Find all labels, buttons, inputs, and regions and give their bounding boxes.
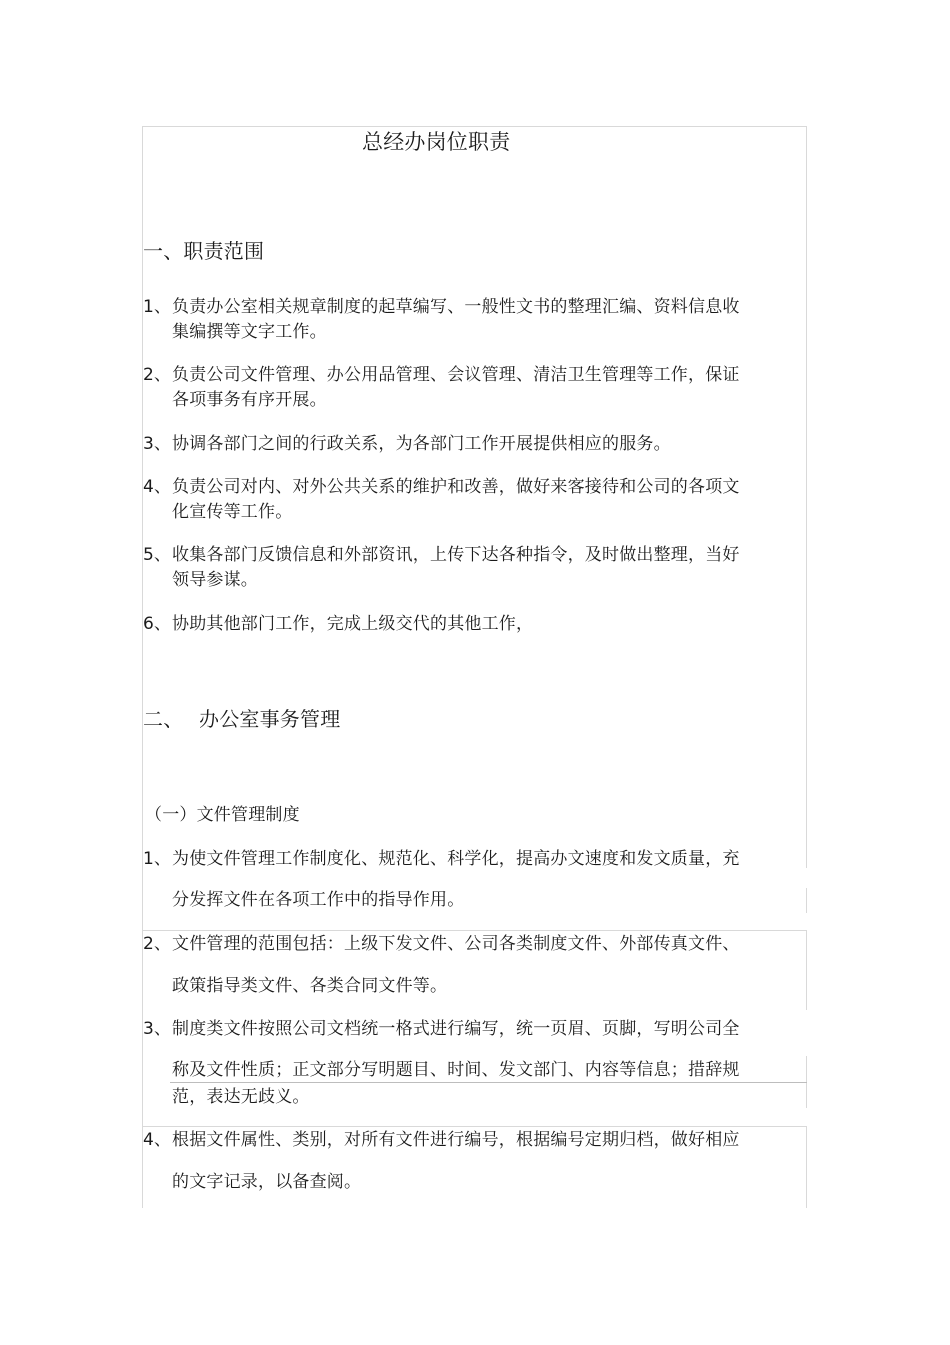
list-item-text-cont: 分发挥文件在各项工作中的指导作用。	[172, 890, 465, 910]
list-item-number: 1、	[143, 297, 172, 317]
frame-right-line-2	[806, 888, 807, 913]
frame-top-line	[142, 126, 807, 127]
frame-right-line-1	[806, 126, 807, 868]
list-item-number: 2、	[143, 365, 172, 385]
list-item-text: 制度类文件按照公司文档统一格式进行编写，统一页眉、页脚，写明公司全	[172, 1019, 740, 1039]
list-item-text-cont: 化宣传等工作。	[172, 502, 293, 522]
list-item-number: 3、	[143, 1019, 172, 1039]
frame-mid-line-3	[142, 1126, 807, 1127]
list-item-text: 负责公司对内、对外公共关系的维护和改善，做好来客接待和公司的各项文	[172, 477, 740, 497]
list-item-number: 6、	[143, 614, 172, 634]
list-item-text: 收集各部门反馈信息和外部资讯，上传下达各种指令，及时做出整理，当好	[172, 545, 740, 565]
frame-mid-line-1	[142, 930, 807, 931]
section-heading-scope: 一、职责范围	[143, 239, 265, 263]
frame-left-line	[142, 126, 143, 1208]
frame-right-line-5	[806, 1126, 807, 1208]
section-heading-number: 二、	[143, 707, 184, 731]
list-item-text-cont: 政策指导类文件、各类合同文件等。	[172, 976, 448, 996]
list-item-text-cont: 各项事务有序开展。	[172, 390, 327, 410]
list-item-text: 文件管理的范围包括：上级下发文件、公司各类制度文件、外部传真文件、	[172, 934, 740, 954]
list-item-text: 负责办公室相关规章制度的起草编写、一般性文书的整理汇编、资料信息收	[172, 297, 740, 317]
list-item-number: 2、	[143, 934, 172, 954]
list-item-number: 1、	[143, 849, 172, 869]
list-item-text-cont: 范，表达无歧义。	[172, 1087, 310, 1107]
list-item-text: 协调各部门之间的行政关系，为各部门工作开展提供相应的服务。	[172, 434, 671, 454]
list-item-number: 3、	[143, 434, 172, 454]
list-item-number: 4、	[143, 1130, 172, 1150]
list-item-text: 为使文件管理工作制度化、规范化、科学化，提高办文速度和发文质量，充	[172, 849, 740, 869]
list-item-text: 负责公司文件管理、办公用品管理、会议管理、清洁卫生管理等工作，保证	[172, 365, 740, 385]
list-item-text-cont: 集编撰等文字工作。	[172, 322, 327, 342]
list-item-number: 5、	[143, 545, 172, 565]
list-item-text: 根据文件属性、类别，对所有文件进行编号，根据编号定期归档，做好相应	[172, 1130, 740, 1150]
frame-right-line-3	[806, 930, 807, 1010]
list-item-text-cont: 的文字记录，以备查阅。	[172, 1172, 362, 1192]
list-item-text-cont: 领导参谋。	[172, 570, 258, 590]
frame-mid-line-2	[170, 1082, 807, 1083]
list-item-text: 协助其他部门工作，完成上级交代的其他工作，	[172, 614, 534, 634]
sub-heading-file-management: （一）文件管理制度	[145, 805, 300, 825]
list-item-text-cont: 称及文件性质；正文部分写明题目、时间、发文部门、内容等信息；措辞规	[172, 1060, 740, 1080]
page-title: 总经办岗位职责	[362, 130, 511, 154]
list-item-number: 4、	[143, 477, 172, 497]
section-heading-office-affairs: 办公室事务管理	[199, 707, 341, 731]
